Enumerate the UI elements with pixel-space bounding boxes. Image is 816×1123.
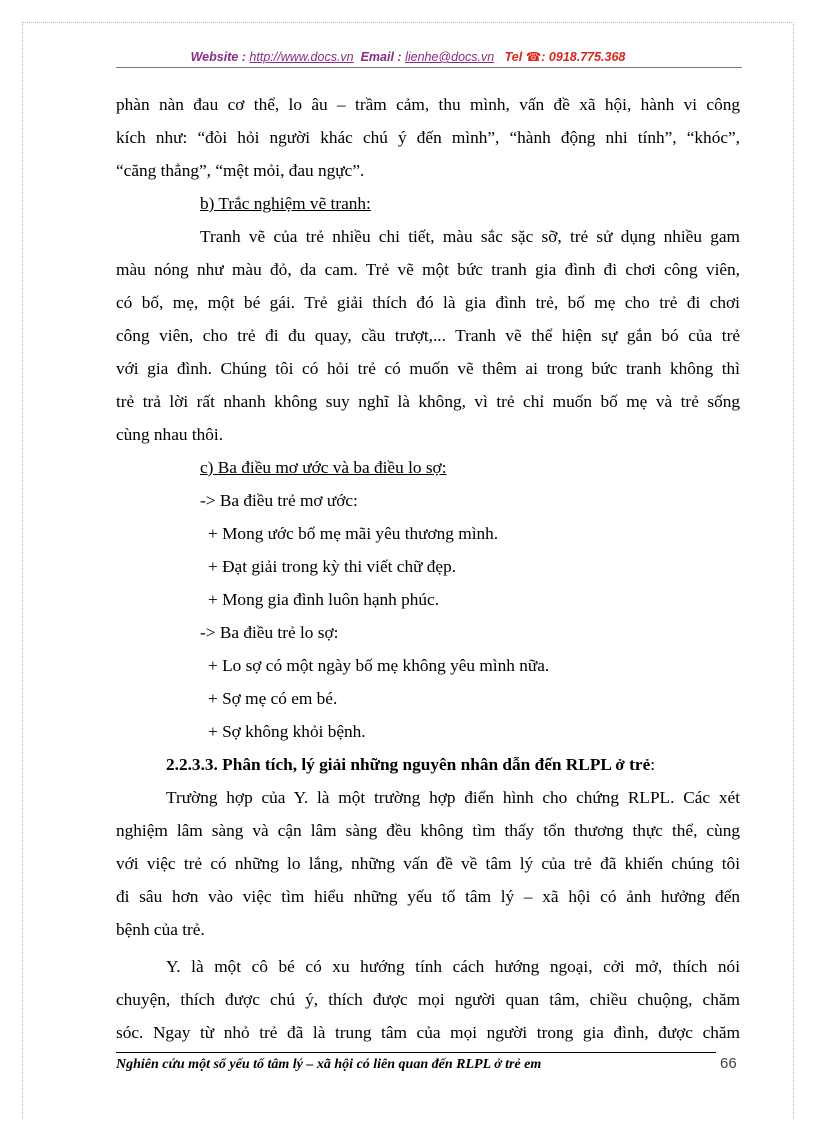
text-line: Tranh vẽ của trẻ nhiều chi tiết, màu sắc sặc sỡ, trẻ sử dụng nhiều gam — [200, 227, 740, 246]
list-heading-fears: -> Ba điều trẻ lo sợ: — [200, 623, 339, 642]
text-line: Y. là một cô bé có xu hướng tính cách hướng ngoại, cởi mở, thích nói — [166, 957, 740, 976]
list-item: + Sợ không khỏi bệnh. — [208, 722, 366, 741]
list-item: + Đạt giải trong kỳ thi viết chữ đẹp. — [208, 557, 457, 576]
text-line: “căng thẳng”, “mệt mỏi, đau ngực”. — [116, 161, 365, 180]
text-line: kích như: “đòi hỏi người khác chú ý đến mình”, “hành động nhi tính”, “khóc”, — [116, 128, 740, 147]
tel-value: : 0918.775.368 — [541, 50, 626, 64]
text-line: chuyện, thích được chú ý, thích được mọi người quan tâm, chiều chuộng, chăm — [116, 990, 740, 1009]
list-item: + Mong gia đình luôn hạnh phúc. — [208, 590, 440, 609]
website-link[interactable]: http://www.docs.vn — [249, 50, 354, 64]
text-line: màu nóng như màu đỏ, da cam. Trẻ vẽ một bức tranh gia đình đi chơi công viên, — [116, 260, 740, 279]
section-heading-drawing-test: b) Trắc nghiệm vẽ tranh: — [200, 194, 371, 213]
list-heading-wishes: -> Ba điều trẻ mơ ước: — [200, 491, 358, 510]
website-label: Website : — [190, 50, 250, 64]
section-heading-wishes-fears: c) Ba điều mơ ước và ba điều lo sợ: — [200, 458, 447, 477]
text-line: nghiệm lâm sàng và cận lâm sàng đều không tìm thấy tổn thương thực thể, cùng — [116, 821, 740, 840]
text-line: cùng nhau thôi. — [116, 425, 224, 444]
text-line: có bố, mẹ, một bé gái. Trẻ giải thích đó là gia đình trẻ, bố mẹ cho trẻ đi chơi — [116, 293, 740, 312]
page-number: 66 — [720, 1055, 737, 1072]
text-line: phàn nàn đau cơ thể, lo âu – trầm cảm, thu mình, vấn đề xã hội, hành vi công — [116, 95, 740, 114]
list-item: + Sợ mẹ có em bé. — [208, 689, 338, 708]
email-label: Email : — [360, 50, 406, 64]
text-line: với gia đình. Chúng tôi có hỏi trẻ có muốn vẽ thêm ai trong bức tranh không thì — [116, 359, 740, 378]
header-divider — [116, 67, 742, 68]
text-line: sóc. Ngay từ nhỏ trẻ đã là trung tâm của mọi người trong gia đình, được chăm — [116, 1023, 740, 1042]
email-link[interactable]: lienhe@docs.vn — [405, 50, 495, 64]
text-line: Trường hợp của Y. là một trường hợp điển hình cho chứng RLPL. Các xét — [166, 788, 740, 807]
text-line: bệnh của trẻ. — [116, 920, 205, 939]
document-body — [116, 88, 740, 1049]
phone-icon: ☎ — [525, 50, 542, 64]
footer-divider — [116, 1052, 716, 1053]
list-item: + Mong ước bố mẹ mãi yêu thương mình. — [208, 524, 499, 543]
text-line: với việc trẻ có những lo lắng, những vấn đề về tâm lý của trẻ đã khiến chúng tôi — [116, 854, 740, 873]
list-item: + Lo sợ có một ngày bố mẹ không yêu mình nữa. — [208, 656, 550, 675]
tel-label: Tel — [504, 50, 526, 64]
footer-title: Nghiên cứu một số yếu tố tâm lý – xã hội có liên quan đến RLPL ở trẻ em — [116, 1057, 542, 1072]
text-line: đi sâu hơn vào việc tìm hiểu những yếu tố tâm lý – xã hội có ảnh hưởng đến — [116, 887, 740, 906]
text-line: công viên, cho trẻ đi đu quay, cầu trượt,... Tranh vẽ thể hiện sự gắn bó của trẻ — [116, 326, 740, 345]
section-heading-analysis: 2.2.3.3. Phân tích, lý giải những nguyên nhân dẫn đến RLPL ở trẻ: — [166, 755, 656, 774]
text-line: trẻ trả lời rất nhanh không suy nghĩ là không, vì trẻ chỉ muốn bố mẹ và trẻ sống — [116, 392, 740, 411]
page-header — [0, 49, 816, 64]
